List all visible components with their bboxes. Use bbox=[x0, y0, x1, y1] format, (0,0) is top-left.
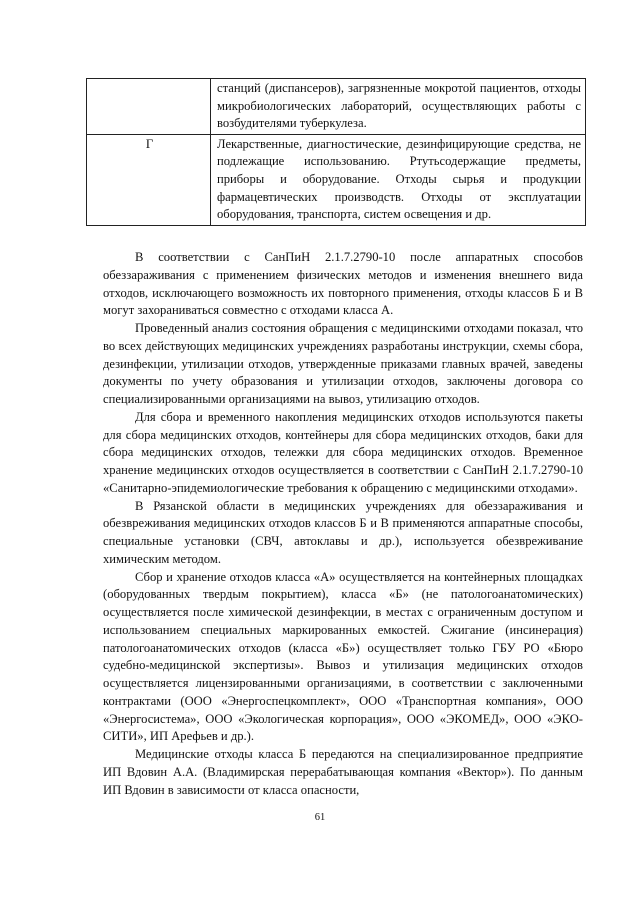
paragraph: Для сбора и временного накопления медицинских отходов используются пакеты для сбора медицинских отходов, контейнеры для сбора медицинских отходов, баки для сбора медицинских отходов, тележки для сбора медицинских отходов. Временное хранение медицинских отходов осуществляется в соответствии с СанПиН 2.1.7.2790-10 «Санитарно-эпидемиологические требования к обращению с медицинскими отходами». bbox=[103, 409, 583, 495]
table-row bbox=[87, 79, 586, 135]
body-text bbox=[103, 249, 583, 799]
page-number: 61 bbox=[314, 812, 326, 823]
description-cell: станций (диспансеров), загрязненные мокротой пациентов, отходы микробиологических лабораторий, осуществляющих работы с возбудителями туберкулеза. bbox=[211, 79, 586, 135]
paragraph: Сбор и хранение отходов класса «А» осуществляется на контейнерных площадках (оборудованных твердым покрытием), класса «Б» (не патологоанатомических) осуществляется после химической дезинфекции, в местах с ограниченным доступом и использованием специальных маркированных емкостей. Сжигание (инсинерация) патологоанатомических отходов (класса «Б») осуществляет только ГБУ РО «Бюро судебно-медицинской экспертизы». Вывоз и утилизация медицинских отходов осуществляется лицензированными организациями, в соответствии с заключенными контрактами (ООО «Энергоспецкомплект», ООО «Транспортная компания», ООО «Энергосистема», ООО «Экологическая корпорация», ООО «ЭКОМЕД», ООО «ЭКО-СИТИ», ИП Арефьев и др.). bbox=[103, 569, 583, 744]
description-cell: Лекарственные, диагностические, дезинфицирующие средства, не подлежащие использованию. Ртутьсодержащие предметы, приборы и оборудование. Отходы сырья и продукции фармацевтических производств. Отходы от эксплуатации оборудования, транспорта, систем освещения и др. bbox=[211, 134, 586, 225]
paragraph: Проведенный анализ состояния обращения с медицинскими отходами показал, что во всех действующих медицинских учреждениях разработаны инструкции, схемы сбора, дезинфекции, утилизации отходов, утвержденные приказами главных врачей, заведены документы по учету образования и утилизации отходов, заключены договора со специализированными организациями на вывоз, утилизацию отходов. bbox=[103, 321, 583, 406]
paragraph: В Рязанской области в медицинских учреждениях для обеззараживания и обезвреживания медицинских отходов классов Б и В применяются аппаратные способы, специальные установки (СВЧ, автоклавы и др.), используется обезвреживание химическим методом. bbox=[103, 498, 583, 566]
table-row bbox=[87, 134, 586, 225]
class-cell: Г bbox=[87, 134, 211, 225]
waste-classification-table bbox=[86, 78, 586, 226]
class-cell bbox=[87, 79, 211, 135]
paragraph: В соответствии с СанПиН 2.1.7.2790-10 после аппаратных способов обеззараживания с применением физических методов и изменения внешнего вида отходов, исключающего возможность их повторного применения, отходы классов Б и В могут захораниваться совместно с отходами класса А. bbox=[103, 250, 583, 318]
paragraph: Медицинские отходы класса Б передаются на специализированное предприятие ИП Вдовин А.А. (Владимирская перерабатывающая компания «Вектор»). По данным ИП Вдовин в зависимости от класса опасности, bbox=[103, 747, 583, 797]
